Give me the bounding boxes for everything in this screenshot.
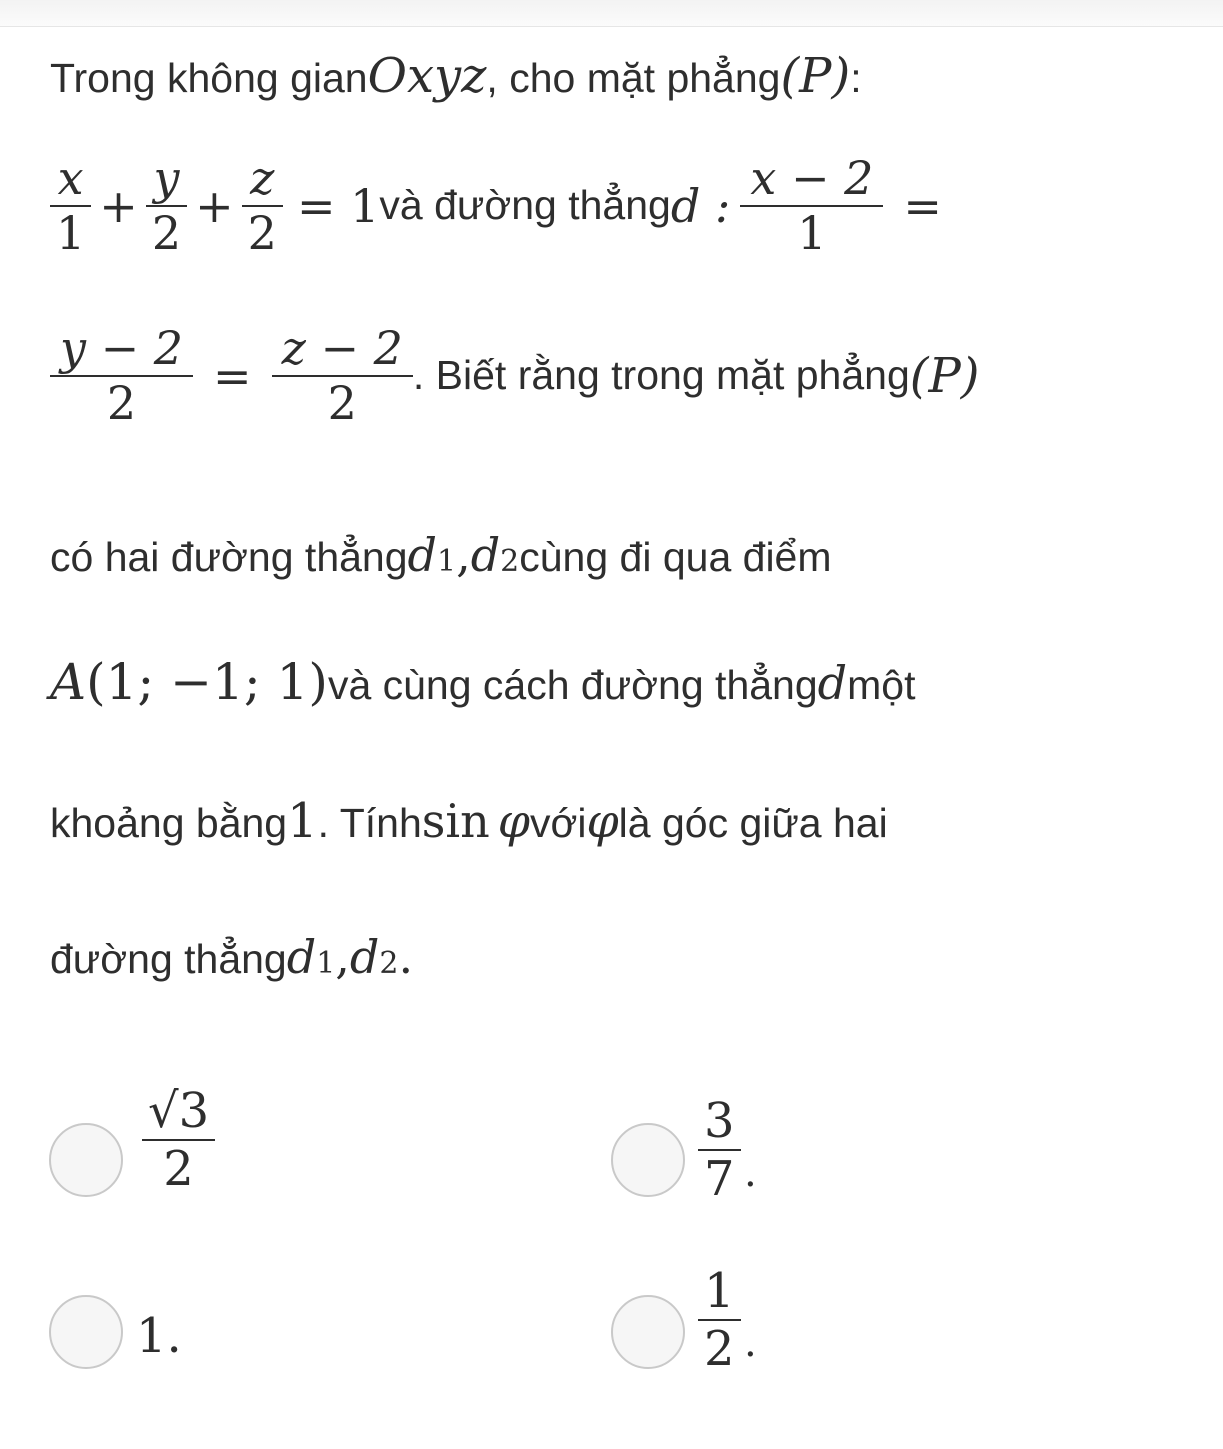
- math-d1: d: [407, 528, 437, 582]
- fraction-z-minus-2-over-2: [272, 322, 413, 430]
- option-a-radio[interactable]: [49, 1123, 123, 1197]
- denominator: 1: [56, 205, 86, 260]
- math-point-a: A: [50, 653, 87, 711]
- option-b-value: [698, 1093, 741, 1207]
- denominator: 2: [247, 205, 277, 260]
- question-text: Trong không gian: [50, 55, 368, 101]
- math-phi: φ: [497, 794, 530, 848]
- period: .: [398, 930, 414, 984]
- math-oxyz: Oxyz: [367, 48, 487, 104]
- question-line-3: [50, 322, 980, 430]
- math-line-d: d: [817, 656, 848, 710]
- question-line-5: [50, 653, 915, 711]
- question-text: là góc giữa hai: [618, 800, 888, 846]
- question-text: :: [850, 55, 862, 101]
- equals-one: = 1: [296, 178, 380, 233]
- question-text: có hai đường thẳng: [50, 534, 408, 580]
- subscript: 2: [500, 544, 520, 579]
- math-sin: sin: [421, 794, 490, 848]
- question-text: một: [847, 662, 916, 708]
- numerator: z: [250, 151, 275, 205]
- subscript: 1: [436, 544, 457, 579]
- plus-sign: +: [195, 178, 234, 233]
- question-text: khoảng bằng: [50, 800, 288, 846]
- option-d-suffix: .: [744, 1320, 757, 1366]
- comma: ,: [335, 930, 350, 984]
- question-text: , cho mặt phẳng: [486, 55, 781, 101]
- question-text: cùng đi qua điểm: [519, 534, 832, 580]
- fraction-z-over-2: [242, 152, 283, 260]
- question-text: với: [529, 800, 587, 846]
- numerator: y − 2: [60, 321, 184, 375]
- option-a-value: [142, 1083, 215, 1197]
- question-text: và cùng cách đường thẳng: [327, 662, 818, 708]
- option-b-radio[interactable]: [611, 1123, 685, 1197]
- numerator: z − 2: [281, 321, 403, 375]
- denominator: 2: [106, 375, 137, 430]
- question-line-4: [50, 528, 832, 582]
- subscript: 1: [316, 946, 336, 981]
- denominator: 2: [327, 375, 357, 430]
- plus-sign: +: [99, 178, 138, 233]
- denominator: 7: [704, 1151, 735, 1207]
- question-text: và đường thẳng: [379, 182, 671, 229]
- math-phi: φ: [586, 794, 619, 848]
- math-line-d: d :: [670, 178, 731, 233]
- numerator: x − 2: [750, 151, 874, 205]
- math-one: 1: [287, 793, 318, 849]
- denominator: 1: [797, 205, 827, 260]
- question-line-7: [50, 930, 413, 984]
- comma: ,: [456, 528, 471, 582]
- option-c-radio[interactable]: [49, 1295, 123, 1369]
- numerator: 3: [704, 1093, 735, 1149]
- question-line-1: [50, 48, 862, 104]
- option-d-radio[interactable]: [611, 1295, 685, 1369]
- fraction-x-over-1: [50, 152, 91, 260]
- equals-sign: =: [213, 348, 252, 403]
- numerator: y: [153, 151, 180, 205]
- option-b-suffix: .: [744, 1150, 757, 1196]
- math-plane-p: (P): [909, 347, 980, 404]
- numerator: x: [57, 151, 84, 205]
- option-c-value: 1.: [136, 1308, 182, 1364]
- equals-sign: =: [903, 178, 942, 233]
- question-line-6: [50, 793, 888, 849]
- numerator: 1: [704, 1263, 735, 1319]
- fraction-y-over-2: [146, 152, 187, 260]
- math-d2: d: [349, 930, 380, 984]
- math-point-coords: (1; −1; 1): [86, 653, 328, 711]
- top-bar-shadow: [0, 0, 1223, 27]
- question-text: . Biết rằng trong mặt phẳng: [412, 352, 910, 399]
- numerator: √3: [148, 1083, 210, 1139]
- question-line-2: [50, 152, 942, 260]
- option-d-value: [698, 1263, 741, 1377]
- math-d1: d: [286, 930, 317, 984]
- denominator: 2: [163, 1141, 194, 1197]
- math-d2: d: [470, 528, 501, 582]
- denominator: 2: [151, 205, 182, 260]
- fraction-y-minus-2-over-2: [50, 322, 193, 430]
- subscript: 2: [379, 946, 399, 981]
- fraction-x-minus-2-over-1: [740, 152, 883, 260]
- math-plane-p: (P): [780, 48, 851, 104]
- denominator: 2: [704, 1321, 735, 1377]
- question-text: . Tính: [317, 800, 422, 846]
- question-text: đường thẳng: [50, 936, 287, 982]
